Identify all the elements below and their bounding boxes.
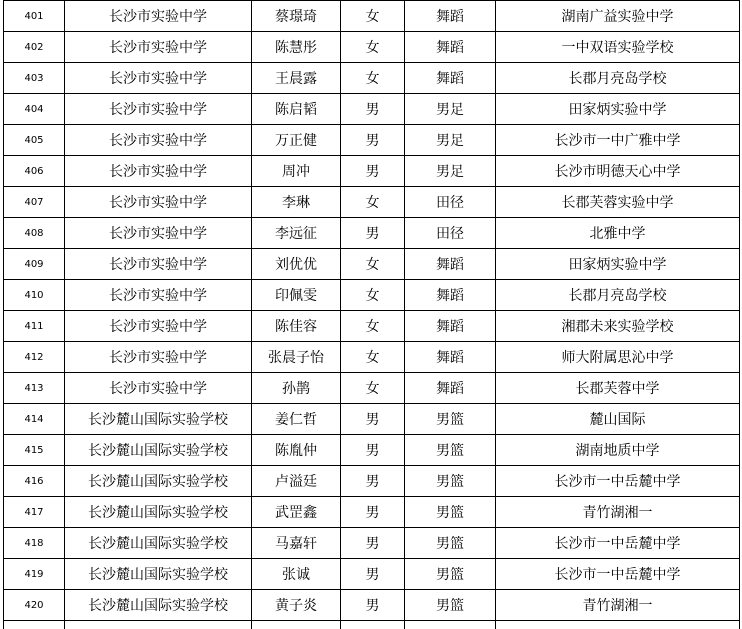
sport-cell: 舞蹈 bbox=[405, 1, 496, 32]
destination-school-cell: 长郡月亮岛学校 bbox=[496, 280, 740, 311]
school-cell: 长沙市实验中学 bbox=[65, 63, 252, 94]
destination-school-cell: 师大附属思沁中学 bbox=[496, 342, 740, 373]
empty-cell bbox=[252, 621, 341, 629]
student-name-cell: 陈胤仲 bbox=[252, 435, 341, 466]
row-number: 412 bbox=[4, 342, 65, 373]
destination-school-cell: 青竹湖湘一 bbox=[496, 497, 740, 528]
table-row bbox=[4, 156, 740, 187]
sport-cell: 舞蹈 bbox=[405, 249, 496, 280]
student-name-cell: 张晨子怡 bbox=[252, 342, 341, 373]
row-number: 406 bbox=[4, 156, 65, 187]
student-name-cell: 武罡鑫 bbox=[252, 497, 341, 528]
school-cell: 长沙麓山国际实验学校 bbox=[65, 559, 252, 590]
student-name-cell: 蔡璟琦 bbox=[252, 1, 341, 32]
gender-cell: 男 bbox=[341, 528, 405, 559]
destination-school-cell: 湖南广益实验中学 bbox=[496, 1, 740, 32]
row-number: 403 bbox=[4, 63, 65, 94]
empty-cell bbox=[405, 621, 496, 629]
gender-cell: 男 bbox=[341, 94, 405, 125]
school-cell: 长沙市实验中学 bbox=[65, 373, 252, 404]
row-number: 401 bbox=[4, 1, 65, 32]
destination-school-cell: 田家炳实验中学 bbox=[496, 94, 740, 125]
row-number: 416 bbox=[4, 466, 65, 497]
destination-school-cell: 一中双语实验学校 bbox=[496, 32, 740, 63]
school-cell: 长沙市实验中学 bbox=[65, 32, 252, 63]
gender-cell: 女 bbox=[341, 249, 405, 280]
destination-school-cell: 田家炳实验中学 bbox=[496, 249, 740, 280]
row-number: 405 bbox=[4, 125, 65, 156]
student-name-cell: 孙鹊 bbox=[252, 373, 341, 404]
row-number: 410 bbox=[4, 280, 65, 311]
school-cell: 长沙麓山国际实验学校 bbox=[65, 590, 252, 621]
sport-cell: 舞蹈 bbox=[405, 63, 496, 94]
table-row bbox=[4, 435, 740, 466]
gender-cell: 女 bbox=[341, 280, 405, 311]
table-row bbox=[4, 404, 740, 435]
school-cell: 长沙麓山国际实验学校 bbox=[65, 466, 252, 497]
table-row bbox=[4, 32, 740, 63]
school-cell: 长沙麓山国际实验学校 bbox=[65, 528, 252, 559]
destination-school-cell: 湖南地质中学 bbox=[496, 435, 740, 466]
sport-cell: 舞蹈 bbox=[405, 342, 496, 373]
admission-roster-table bbox=[3, 0, 740, 629]
school-cell: 长沙麓山国际实验学校 bbox=[65, 435, 252, 466]
gender-cell: 男 bbox=[341, 125, 405, 156]
row-number: 415 bbox=[4, 435, 65, 466]
empty-cell bbox=[4, 621, 65, 629]
gender-cell: 女 bbox=[341, 311, 405, 342]
gender-cell: 女 bbox=[341, 342, 405, 373]
sport-cell: 男足 bbox=[405, 156, 496, 187]
destination-school-cell: 长沙市一中广雅中学 bbox=[496, 125, 740, 156]
table-row bbox=[4, 249, 740, 280]
gender-cell: 男 bbox=[341, 590, 405, 621]
gender-cell: 男 bbox=[341, 218, 405, 249]
row-number: 407 bbox=[4, 187, 65, 218]
gender-cell: 男 bbox=[341, 156, 405, 187]
table-row bbox=[4, 559, 740, 590]
table-row bbox=[4, 94, 740, 125]
student-name-cell: 万正健 bbox=[252, 125, 341, 156]
gender-cell: 女 bbox=[341, 187, 405, 218]
student-name-cell: 马嘉轩 bbox=[252, 528, 341, 559]
table-row bbox=[4, 373, 740, 404]
row-number: 420 bbox=[4, 590, 65, 621]
gender-cell: 女 bbox=[341, 32, 405, 63]
gender-cell: 男 bbox=[341, 559, 405, 590]
student-name-cell: 姜仁哲 bbox=[252, 404, 341, 435]
sport-cell: 舞蹈 bbox=[405, 373, 496, 404]
sport-cell: 男足 bbox=[405, 94, 496, 125]
destination-school-cell: 北雅中学 bbox=[496, 218, 740, 249]
destination-school-cell: 长郡芙蓉实验中学 bbox=[496, 187, 740, 218]
empty-cell bbox=[341, 621, 405, 629]
gender-cell: 男 bbox=[341, 497, 405, 528]
student-name-cell: 周冲 bbox=[252, 156, 341, 187]
table-row bbox=[4, 342, 740, 373]
sport-cell: 舞蹈 bbox=[405, 311, 496, 342]
student-name-cell: 李远征 bbox=[252, 218, 341, 249]
gender-cell: 男 bbox=[341, 466, 405, 497]
table-row bbox=[4, 311, 740, 342]
school-cell: 长沙市实验中学 bbox=[65, 342, 252, 373]
table-row bbox=[4, 590, 740, 621]
student-name-cell: 陈佳容 bbox=[252, 311, 341, 342]
school-cell: 长沙市实验中学 bbox=[65, 94, 252, 125]
sport-cell: 田径 bbox=[405, 187, 496, 218]
student-name-cell: 印佩雯 bbox=[252, 280, 341, 311]
table-row bbox=[4, 63, 740, 94]
table-row bbox=[4, 466, 740, 497]
destination-school-cell: 青竹湖湘一 bbox=[496, 590, 740, 621]
student-name-cell: 刘优优 bbox=[252, 249, 341, 280]
school-cell: 长沙市实验中学 bbox=[65, 1, 252, 32]
destination-school-cell: 长沙市一中岳麓中学 bbox=[496, 559, 740, 590]
destination-school-cell: 长郡月亮岛学校 bbox=[496, 63, 740, 94]
student-name-cell: 陈慧彤 bbox=[252, 32, 341, 63]
table-row bbox=[4, 125, 740, 156]
sport-cell: 男篮 bbox=[405, 559, 496, 590]
sport-cell: 男篮 bbox=[405, 404, 496, 435]
sport-cell: 舞蹈 bbox=[405, 32, 496, 63]
destination-school-cell: 麓山国际 bbox=[496, 404, 740, 435]
sport-cell: 男篮 bbox=[405, 528, 496, 559]
row-number: 413 bbox=[4, 373, 65, 404]
empty-cell bbox=[496, 621, 740, 629]
row-number: 404 bbox=[4, 94, 65, 125]
gender-cell: 男 bbox=[341, 404, 405, 435]
student-name-cell: 李琳 bbox=[252, 187, 341, 218]
sport-cell: 男篮 bbox=[405, 466, 496, 497]
row-number: 402 bbox=[4, 32, 65, 63]
destination-school-cell: 湘郡未来实验学校 bbox=[496, 311, 740, 342]
row-number: 411 bbox=[4, 311, 65, 342]
school-cell: 长沙市实验中学 bbox=[65, 280, 252, 311]
table-row bbox=[4, 497, 740, 528]
student-name-cell: 陈启韬 bbox=[252, 94, 341, 125]
row-number: 419 bbox=[4, 559, 65, 590]
school-cell: 长沙市实验中学 bbox=[65, 156, 252, 187]
row-number: 408 bbox=[4, 218, 65, 249]
student-name-cell: 张诚 bbox=[252, 559, 341, 590]
table-row bbox=[4, 528, 740, 559]
row-number: 409 bbox=[4, 249, 65, 280]
gender-cell: 女 bbox=[341, 373, 405, 404]
sport-cell: 男篮 bbox=[405, 590, 496, 621]
row-number: 418 bbox=[4, 528, 65, 559]
student-name-cell: 卢溢廷 bbox=[252, 466, 341, 497]
row-number: 417 bbox=[4, 497, 65, 528]
student-name-cell: 黄子炎 bbox=[252, 590, 341, 621]
destination-school-cell: 长沙市一中岳麓中学 bbox=[496, 466, 740, 497]
table-row bbox=[4, 218, 740, 249]
row-number: 414 bbox=[4, 404, 65, 435]
table-row bbox=[4, 187, 740, 218]
school-cell: 长沙麓山国际实验学校 bbox=[65, 404, 252, 435]
sport-cell: 舞蹈 bbox=[405, 280, 496, 311]
sport-cell: 男足 bbox=[405, 125, 496, 156]
gender-cell: 女 bbox=[341, 63, 405, 94]
table-row-partial bbox=[4, 621, 740, 629]
roster-body bbox=[4, 1, 740, 629]
school-cell: 长沙麓山国际实验学校 bbox=[65, 497, 252, 528]
sport-cell: 田径 bbox=[405, 218, 496, 249]
sport-cell: 男篮 bbox=[405, 497, 496, 528]
destination-school-cell: 长郡芙蓉中学 bbox=[496, 373, 740, 404]
school-cell: 长沙市实验中学 bbox=[65, 249, 252, 280]
school-cell: 长沙市实验中学 bbox=[65, 125, 252, 156]
school-cell: 长沙市实验中学 bbox=[65, 187, 252, 218]
table-row bbox=[4, 280, 740, 311]
student-name-cell: 王晨露 bbox=[252, 63, 341, 94]
empty-cell bbox=[65, 621, 252, 629]
gender-cell: 女 bbox=[341, 1, 405, 32]
gender-cell: 男 bbox=[341, 435, 405, 466]
destination-school-cell: 长沙市明德天心中学 bbox=[496, 156, 740, 187]
sport-cell: 男篮 bbox=[405, 435, 496, 466]
destination-school-cell: 长沙市一中岳麓中学 bbox=[496, 528, 740, 559]
school-cell: 长沙市实验中学 bbox=[65, 218, 252, 249]
table-row bbox=[4, 1, 740, 32]
school-cell: 长沙市实验中学 bbox=[65, 311, 252, 342]
